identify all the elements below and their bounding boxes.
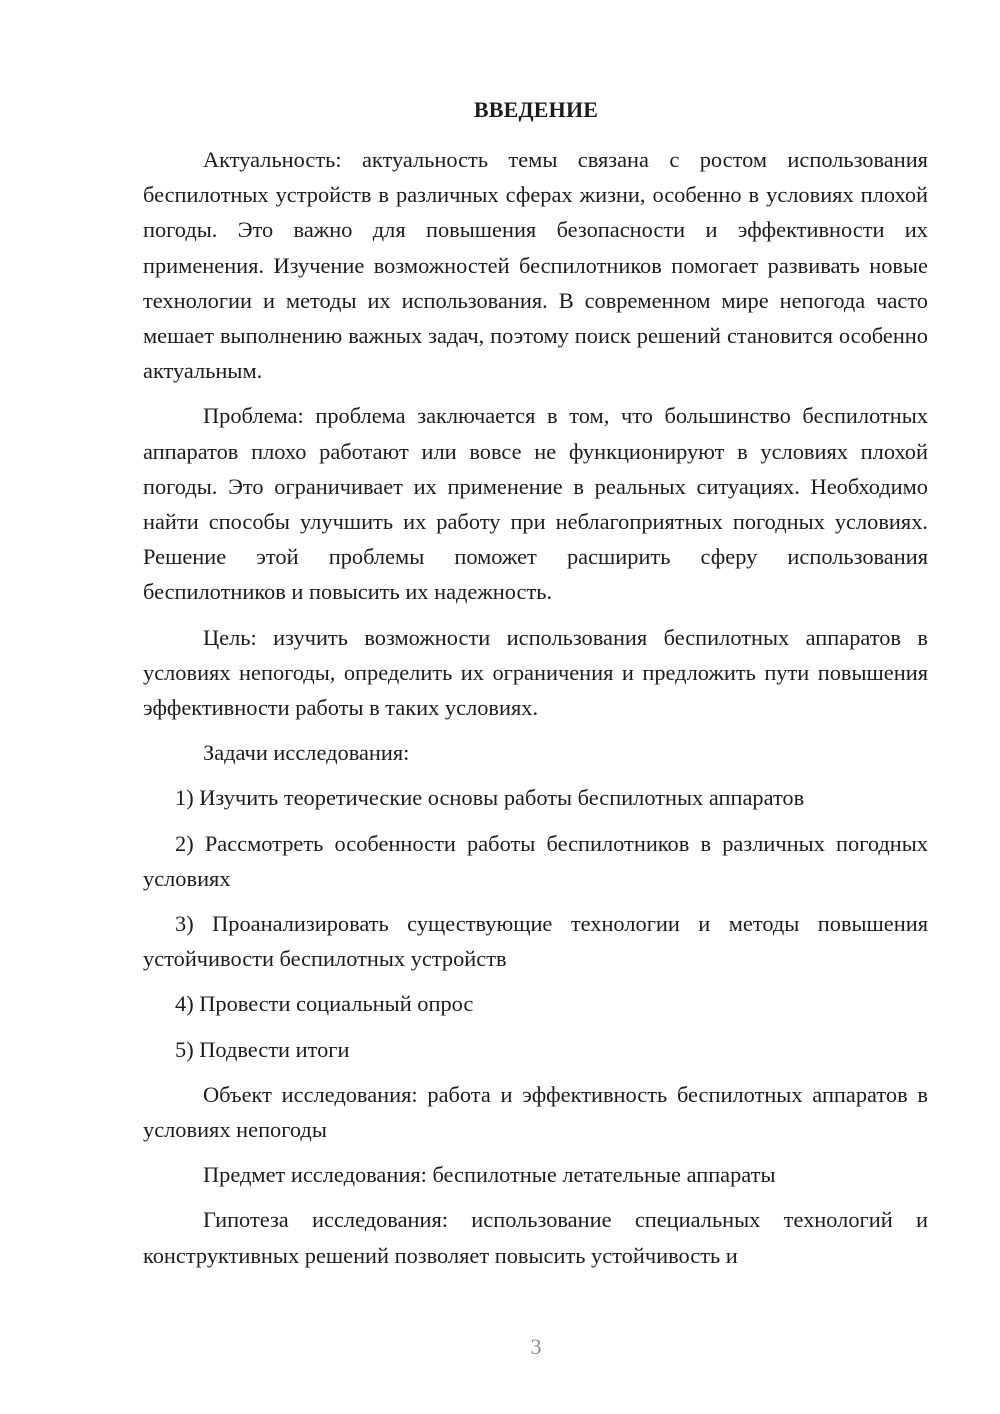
paragraph-goal: Цель: изучить возможности использования беспилотных аппаратов в условиях непогоды, определить их ограничения и предложить пути повышения эффективности работы в таких условиях. [143, 624, 928, 721]
paragraph-subject: Предмет исследования: беспилотные летательные аппараты [203, 1162, 776, 1188]
section-heading: ВВЕДЕНИЕ [473, 97, 599, 122]
paragraph-problem: Проблема: проблема заключается в том, что большинство беспилотных аппаратов плохо работают или вовсе не функционируют в условиях плохой погоды. Это ограничивает их применение в реальных ситуациях. Необходимо найти способы улучшить их работу при неблагоприятных погодных условиях. Решение этой проблемы поможет расширить сферу использования беспилотников и повысить их надежность. [143, 403, 928, 605]
list-item-task-3: 3) Проанализировать существующие технологии и методы повышения устойчивости беспилотных устройств [143, 911, 928, 972]
list-item-task-4: 4) Провести социальный опрос [175, 991, 474, 1017]
paragraph-relevance: Актуальность: актуальность темы связана с ростом использования беспилотных устройств в различных сферах жизни, особенно в условиях плохой погоды. Это важно для повышения безопасности и эффективности их применения. Изучение возможностей беспилотников помогает развивать новые технологии и методы их использования. В современном мире непогода часто мешает выполнению важных задач, поэтому поиск решений становится особенно актуальным. [143, 147, 928, 384]
paragraph-tasks-title: Задачи исследования: [203, 740, 410, 766]
document-body [143, 142, 928, 1283]
paragraph-object: Объект исследования: работа и эффективность беспилотных аппаратов в условиях непогоды [143, 1081, 928, 1143]
list-item-task-1: 1) Изучить теоретические основы работы беспилотных аппаратов [175, 785, 805, 811]
list-item-task-5: 5) Подвести итоги [175, 1036, 350, 1062]
page-number: 3 [530, 1334, 542, 1359]
paragraph-hypothesis: Гипотеза исследования: использование специальных технологий и конструктивных решений позволяет повысить устойчивость и [143, 1207, 928, 1268]
list-item-task-2: 2) Рассмотреть особенности работы беспилотников в различных погодных условиях [143, 830, 928, 891]
